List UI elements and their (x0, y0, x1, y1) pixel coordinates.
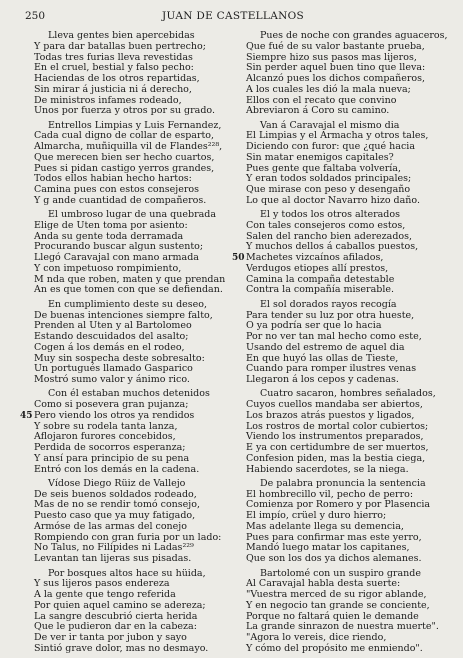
verse-line: Para tender su luz por otra hueste, (246, 309, 415, 321)
stanza (34, 210, 247, 296)
verse-line: Con él estaban muchos detenidos (48, 388, 210, 400)
verse-line: Siempre hizo sus pasos mas lijeros, (246, 51, 417, 63)
stanza (34, 479, 247, 565)
verse-line: No Talus, no Filípides ni Ladas²²⁹ (34, 542, 194, 554)
verse-line: Rompiendo con gran furia por un lado: (34, 531, 222, 543)
verse-line: Pues si pidan castigo yerros grandes, (34, 162, 215, 174)
verse-line: Los rostros de mortal color cubiertos; (246, 420, 429, 432)
verse-line: Levantan tan lijeras sus pisadas. (34, 553, 192, 565)
verse-line: Y en negocio tan grande se conciente, (246, 599, 430, 611)
verse-line: Cuando para romper ilustres venas (246, 363, 417, 375)
verse-line: En cumplimiento deste su deseo, (48, 298, 208, 310)
verse-line: Llegaron á los cepos y cadenas. (246, 374, 399, 386)
verse-line: Unos por fuerza y otros por su grado. (34, 105, 215, 117)
verse-line: M nda que roben, maten y que prendan (34, 273, 226, 285)
stanza (34, 300, 247, 386)
page-number: 250 (25, 10, 46, 22)
verse-line: Que son los dos ya dichos alemanes. (246, 553, 422, 565)
verse-line: Vídose Diego Rüiz de Vallejo (48, 477, 186, 489)
stanza (232, 209, 459, 296)
page-header (25, 9, 441, 23)
verse-line: Confesion piden, mas la bestia ciega, (246, 452, 426, 464)
verse-line: Elige de Uten toma por asiento: (34, 219, 188, 231)
verse-line: Mandó luego matar los capitanes, (246, 542, 410, 554)
verse-line: Cuyos cuellos mandaba ser abiertos, (246, 399, 423, 411)
verse-line: Almarcha, muñiquilla vil de Flandes²²⁸, (34, 141, 223, 153)
stanza (246, 569, 459, 655)
verse-line: Anda su gente toda derramada (34, 230, 184, 242)
verse-line: Haciendas de los otros repartidas, (34, 73, 200, 84)
verse-line: Verdugos etiopes allí prestos, (246, 262, 389, 274)
running-title: JUAN DE CASTELLANOS (162, 10, 304, 22)
verse-line: Que le pudieron dar en la cabeza: (34, 621, 197, 633)
verse-line: Y para dar batallas buen pertrecho; (34, 40, 206, 52)
verse-line: Todas tres furias lleva revestidas (34, 51, 193, 63)
verse-line: Perdida de socorros esperanza; (34, 442, 186, 454)
verse-line: Porque no faltará quien le demande (246, 610, 419, 622)
verse-line: Y eran todos soldados principales; (246, 173, 412, 185)
verse-line: Con tales consejeros como estos, (246, 219, 406, 231)
verse-line: Sin perder aquel buen tino que lleva: (246, 62, 426, 74)
verse-line: El y todos los otros alterados (260, 209, 400, 221)
left-column (20, 30, 247, 658)
verse-line: Cuatro sacaron, hombres señalados, (260, 388, 436, 400)
verse-line: Por no ver tan mal hecho como este, (246, 331, 422, 343)
verse-line: Habiendo sacerdotes, se la niega. (246, 463, 409, 475)
verse-line: De palabra pronuncia la sentencia (260, 477, 426, 489)
verse-line: El Limpias y el Armacha y otros tales, (246, 130, 429, 142)
verse-line: El hombrecillo vil, pecho de perro: (246, 488, 414, 500)
verse-line: El umbroso lugar de una quebrada (48, 209, 217, 221)
verse-line: Mas de no se rendir tomó consejo, (34, 499, 200, 511)
verse-line: Ellos con el recato que convino (246, 94, 397, 106)
stanza (34, 569, 247, 655)
stanza (246, 389, 459, 475)
verse-line: Sintió grave dolor, mas no desmayo. (34, 642, 209, 654)
verse-line: Van á Caravajal el mismo dia (260, 119, 400, 131)
verse-line: El sol dorados rayos recogía (260, 298, 397, 310)
verse-line: Alcanzó pues los dichos compañeros, (246, 73, 425, 84)
verse-line: El impío, crüel y duro hierro; (246, 510, 387, 522)
verse-line: Camina la compaña detestable (246, 273, 395, 285)
verse-line: Por quien aquel camino se adereza; (34, 599, 206, 611)
verse-line: Que fué de su valor bastante prueba, (246, 40, 425, 52)
verse-line: O ya podría ser que lo hacia (246, 320, 382, 332)
stanza (34, 121, 247, 207)
verse-line: Mostró sumo valor y ánimo rico. (34, 374, 190, 386)
verse-line: Abreviaron á Coro su camino. (246, 105, 390, 117)
verse-line: "Agora lo vereis, dice riendo, (246, 632, 387, 644)
verse-line: Y con impetuoso rompimiento, (34, 262, 182, 274)
stanza (246, 479, 459, 565)
verse-line: Viendo los instrumentos preparados, (246, 431, 424, 443)
verse-line: La sangre descubrió cierta herida (34, 610, 198, 622)
verse-line: Y sus lijeros pasos endereza (34, 578, 170, 590)
verse-line: Sin matar enemigos capitales? (246, 151, 394, 163)
verse-line: Prenden al Uten y al Bartolomeo (34, 320, 192, 332)
verse-line: Mas adelante llega su demencia, (246, 520, 404, 532)
verse-line: De ver ir tanta por jubon y sayo (34, 632, 187, 644)
verse-line: Aflojaron furores concebidos, (34, 431, 176, 443)
stanza (246, 31, 459, 117)
verse-line: Un portugués llamado Gasparico (34, 363, 193, 375)
verse-line: Que merecen bien ser hecho cuartos, (34, 151, 215, 163)
verse-line: De buenas intenciones siempre falto, (34, 309, 213, 321)
verse-line: Los brazos atrás puestos y ligados, (246, 409, 415, 421)
verse-line: Y ansí para principio de su pena (34, 452, 190, 464)
verse-line: En el cruel, bestial y falso pecho: (34, 62, 194, 74)
verse-line: Contra la compañía miserable. (246, 284, 395, 296)
verse-line: Salen del rancho bien aderezados, (246, 230, 413, 242)
verse-line: Pues para confirmar mas este yerro, (246, 531, 422, 543)
verse-line: Llegó Caravajal con mano armada (34, 252, 199, 264)
stanza (246, 300, 459, 386)
verse-line: Pues de noche con grandes aguaceros, (260, 30, 448, 41)
verse-line: Diciendo con furor: que ¿qué hacia (246, 141, 415, 153)
verse-line: A los cuales les dió la mala nueva; (246, 83, 411, 95)
verse-line: Que mirase con peso y desengaño (246, 184, 411, 196)
verse-line: Entró con los demás en la cadena. (34, 463, 200, 475)
verse-line: Y sobre su rodela tanta lanza, (34, 420, 178, 432)
verse-line: A la gente que tengo referida (34, 589, 176, 601)
verse-line: Puesto caso que ya muy fatigado, (34, 510, 196, 522)
verse-line: Procurando buscar algun sustento; (34, 241, 204, 253)
verse-line: Lo que al doctor Navarro hizo daño. (246, 194, 420, 206)
line-number-marginal: 50 (232, 253, 245, 264)
verse-line: Sin mirar á justicia ni á derecho, (34, 83, 192, 95)
verse-line: Y muchos dellos á caballos puestos, (246, 241, 419, 253)
verse-line: Entrellos Limpias y Luis Fernandez, (48, 119, 222, 131)
verse-line: Estando descuidados del asalto; (34, 331, 189, 343)
verse-line: Usando del estremo de aquel dia (246, 341, 405, 353)
verse-line: "Vuestra merced de su rigor ablande, (246, 589, 427, 601)
line-number-marginal: 45 (20, 410, 33, 421)
verse-line: De seis buenos soldados rodeado, (34, 488, 197, 500)
verse-line: La grande sinrazon de nuestra muerte". (246, 621, 439, 633)
stanza (246, 121, 459, 207)
verse-line: Muy sin sospecha deste sobresalto: (34, 352, 205, 364)
verse-line: Lleva gentes bien apercebidas (48, 30, 195, 41)
verse-line: E ya con certidumbre de ser muertos, (246, 442, 429, 454)
verse-line: Camina pues con estos consejeros (34, 184, 199, 196)
verse-line: Por bosques altos hace su hüida, (48, 567, 206, 579)
verse-line: De ministros infames rodeado, (34, 94, 182, 106)
right-column (232, 30, 459, 658)
verse-line: Bartolomé con un suspiro grande (260, 567, 421, 579)
verse-line: Comienza por Romero y por Plasencia (246, 499, 431, 511)
verse-line: Todos ellos habian hecho hartos: (34, 173, 192, 185)
verse-line: Pues gente que faltaba volvería, (246, 162, 401, 174)
verse-line: Machetes vizcaínos afilados, 50 (232, 252, 384, 264)
verse-line: Armóse de las armas del conejo (34, 520, 187, 532)
verse-line: Al Caravajal habla desta suerte: (246, 578, 401, 590)
verse-line: En que huyó las ollas de Tieste, (246, 352, 399, 364)
verse-line: Cogen á los demás en el rodeo, (34, 341, 185, 353)
stanza (34, 31, 247, 117)
stanza (20, 388, 247, 475)
verse-line: Pero viendo los otros ya rendidos 45 (20, 409, 195, 421)
verse-line: Cada cual digno de collar de esparto, (34, 130, 215, 142)
verse-line: Y cómo del propósito me enmiendo". (246, 642, 423, 654)
verse-line: Y g ande cuantidad de compañeros. (34, 194, 207, 206)
verse-line: An es que tomen con que se defiendan. (34, 284, 223, 296)
verse-line: Como si posevera gran pujanza; (34, 399, 189, 411)
